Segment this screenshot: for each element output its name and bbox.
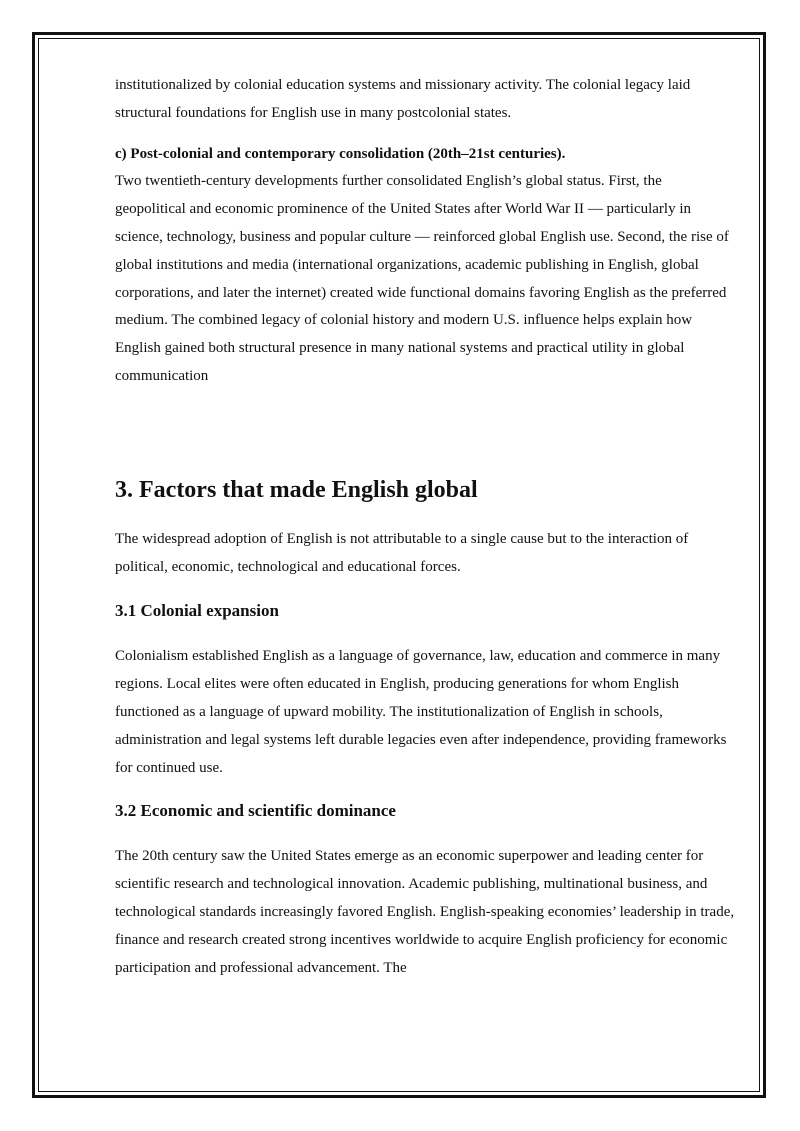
section-3-heading: 3. Factors that made English global: [115, 476, 478, 503]
section-3-2-heading: 3.2 Economic and scientific dominance: [115, 801, 396, 821]
paragraph-c-body: Two twentieth-century developments further consolidated English’s global status. First, the geopolitical and economic prominence of the United States after World War II — particularly in science, technology, business and popular culture — reinforced global English use. Second, the rise of global institutions and media (international organizations, academic publishing in English, global corporations, and later the internet) created wide functional domains favoring English as the preferred medium. The combined legacy of colonial history and modern U.S. influence helps explain how English gained both structural presence in many national systems and practical utility in global communication: [115, 173, 729, 384]
section-3-2-body: The 20th century saw the United States emerge as an economic superpower and leading center for scientific research and technological innovation. Academic publishing, multinational business, and technological standards increasingly favored English. English-speaking economies’ leadership in trade, finance and research created strong incentives worldwide to acquire English proficiency for economic participation and professional advancement. The: [115, 848, 735, 976]
section-3-intro: The widespread adoption of English is not attributable to a single cause but to the interaction of political, economic, technological and educational forces.: [115, 530, 689, 575]
section-3-1-heading: 3.1 Colonial expansion: [115, 601, 279, 621]
document-body: [115, 72, 735, 982]
section-3-1-body: Colonialism established English as a language of governance, law, education and commerce in many regions. Local elites were often educated in English, producing generations for whom English functioned as a language of upward mobility. The institutionalization of English in schools, administration and legal systems left durable legacies even after independence, providing frameworks for continued use.: [115, 648, 727, 776]
subheading-c: c) Post-colonial and contemporary consolidation (20th–21st centuries).: [115, 145, 566, 162]
paragraph-intro: institutionalized by colonial education systems and missionary activity. The colonial legacy laid structural foundations for English use in many postcolonial states.: [115, 77, 691, 121]
